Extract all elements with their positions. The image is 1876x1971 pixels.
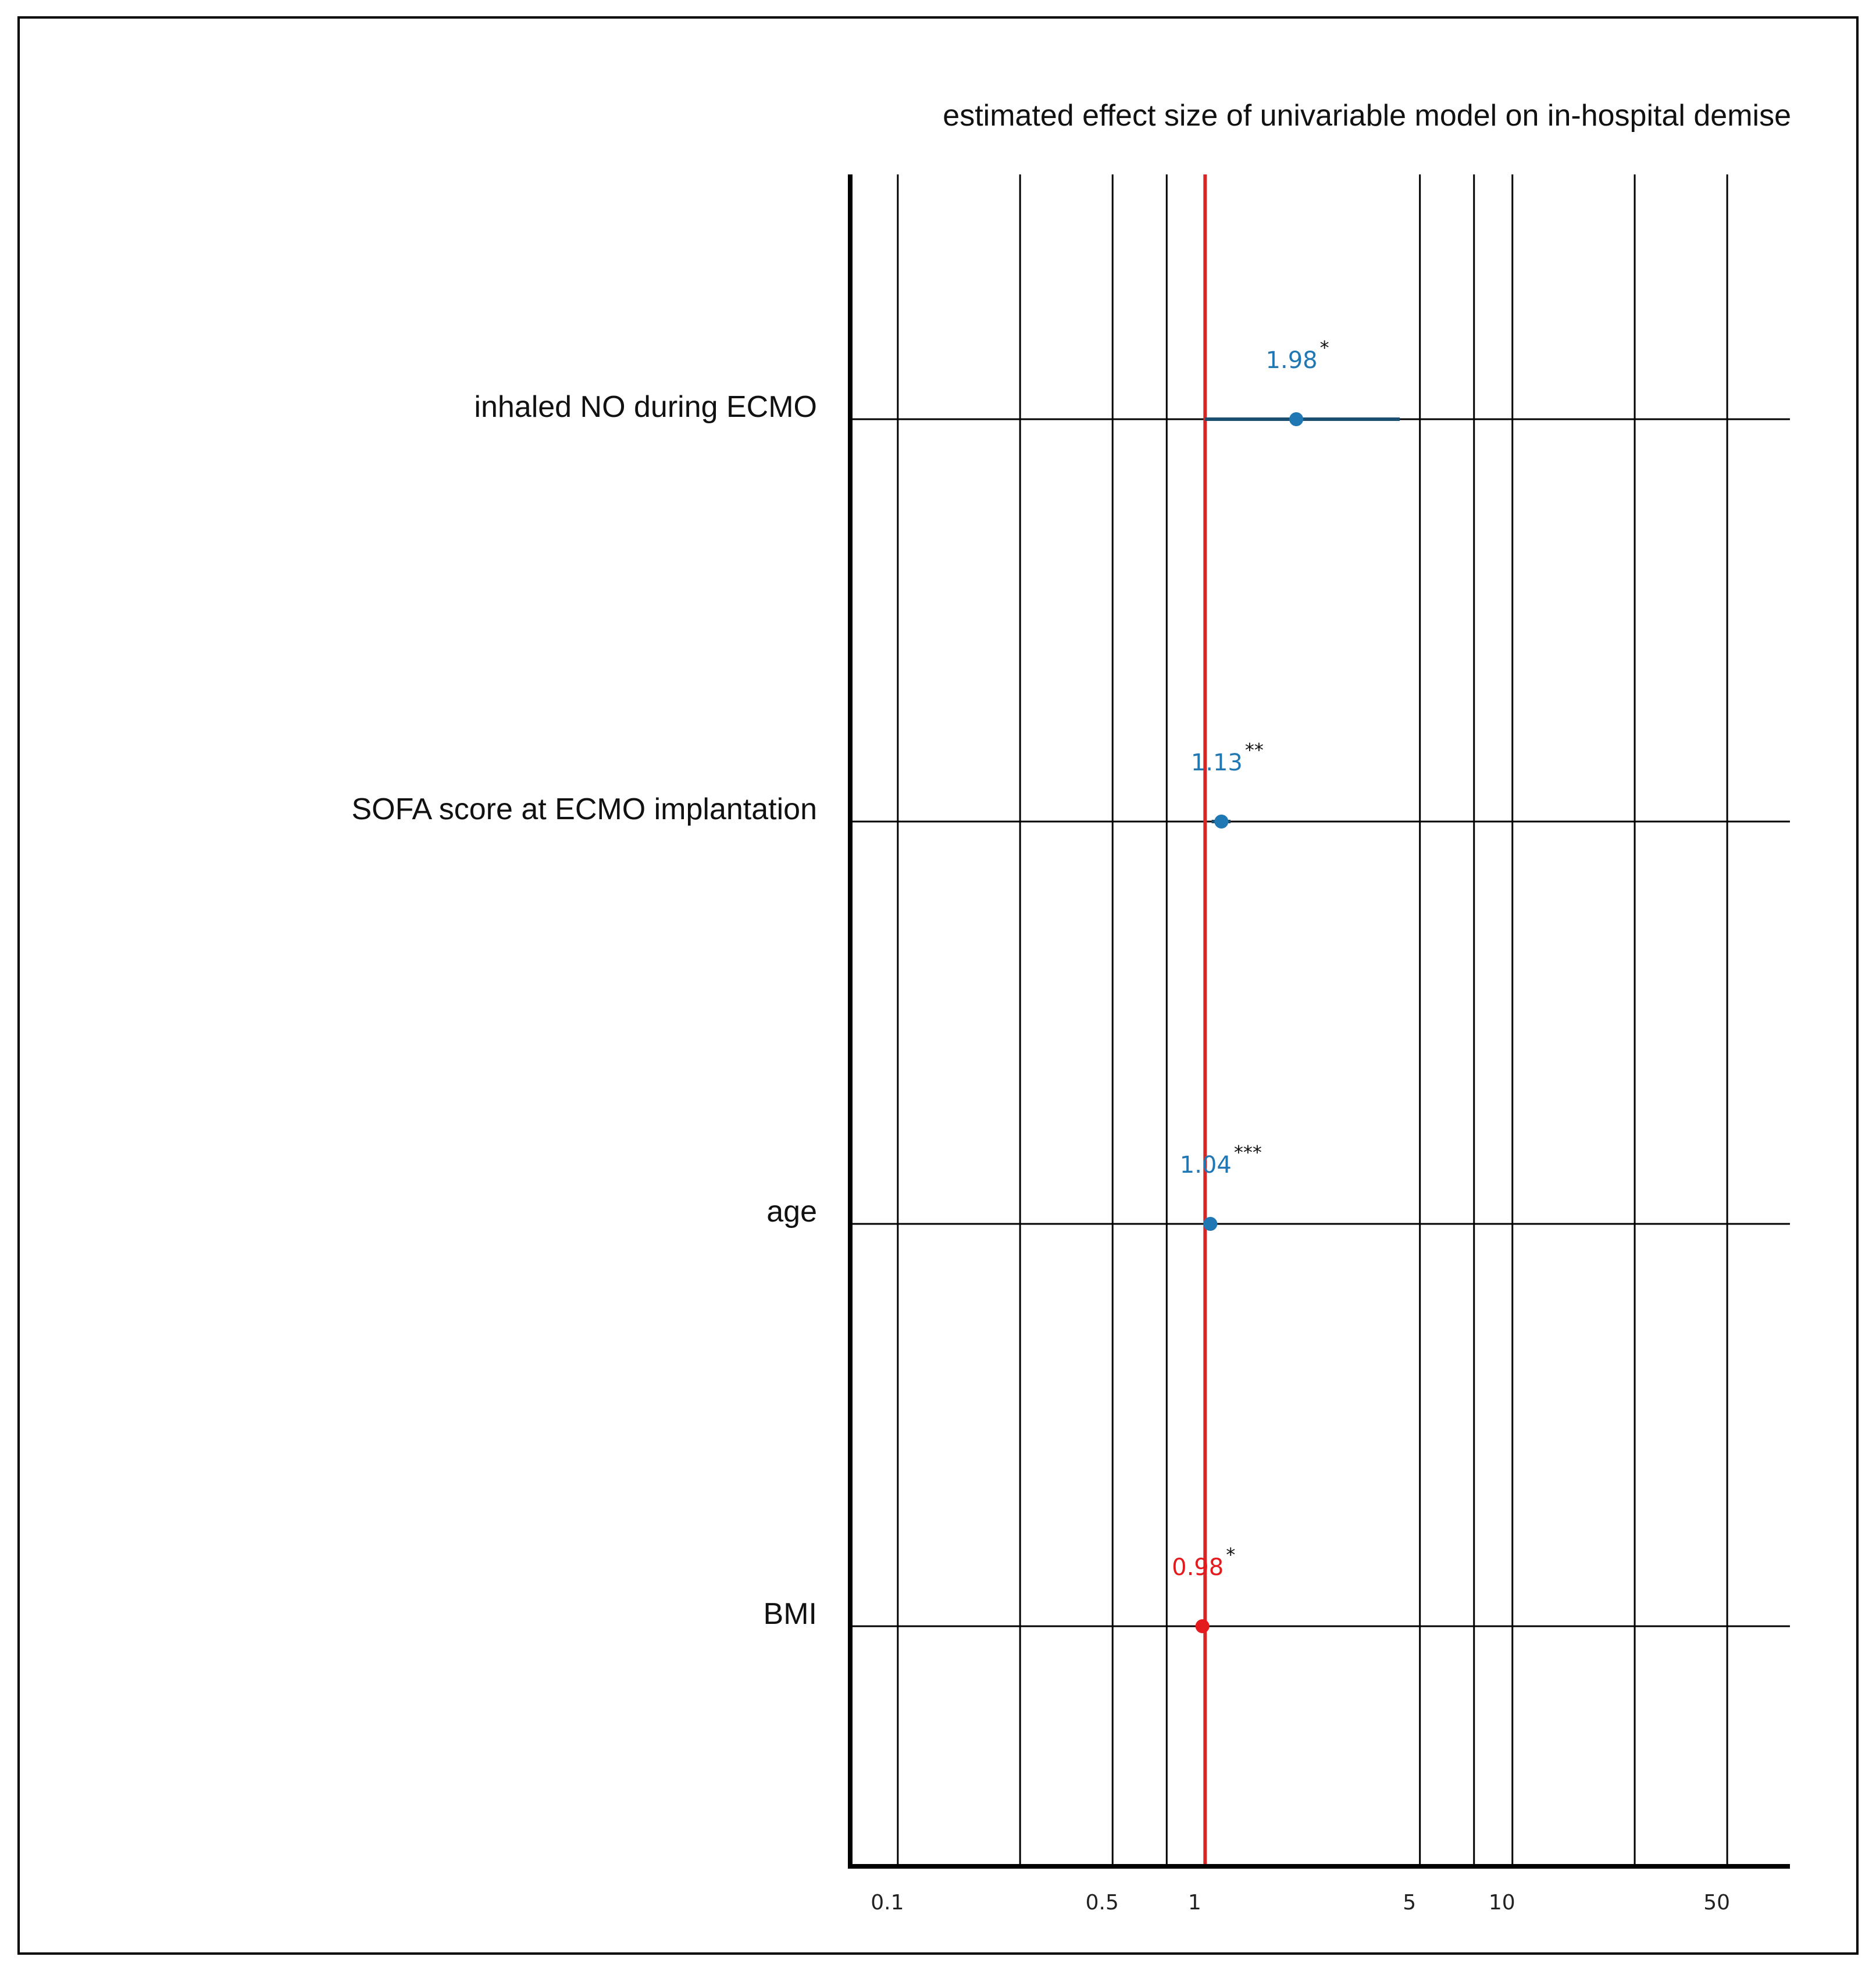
chart-title: estimated effect size of univariable model on in-hospital demise (943, 99, 1791, 133)
significance-stars: ** (1244, 739, 1264, 761)
estimate-point (1289, 412, 1303, 426)
x-tick-label: 10 (1488, 1891, 1515, 1915)
row-label: BMI (763, 1597, 817, 1631)
estimate-label: 1.13 (1190, 749, 1243, 776)
significance-stars: *** (1233, 1141, 1262, 1163)
row-label: inhaled NO during ECMO (474, 390, 817, 424)
significance-stars: * (1226, 1544, 1236, 1566)
estimate-point (1214, 815, 1228, 829)
estimate-label: 0.98 (1172, 1554, 1224, 1581)
x-tick-label: 1 (1187, 1891, 1201, 1915)
estimate-label: 1.04 (1179, 1152, 1232, 1179)
row-label: age (766, 1195, 817, 1229)
significance-stars: * (1319, 337, 1329, 359)
figure-frame (19, 17, 1857, 1954)
estimate-label: 1.98 (1265, 347, 1318, 374)
estimate-point (1196, 1619, 1210, 1633)
x-tick-label: 0.5 (1085, 1891, 1119, 1915)
row-label: SOFA score at ECMO implantation (351, 792, 817, 826)
x-tick-label: 50 (1703, 1891, 1731, 1915)
x-tick-label: 0.1 (871, 1891, 904, 1915)
estimate-point (1203, 1217, 1217, 1231)
x-tick-label: 5 (1403, 1891, 1417, 1915)
